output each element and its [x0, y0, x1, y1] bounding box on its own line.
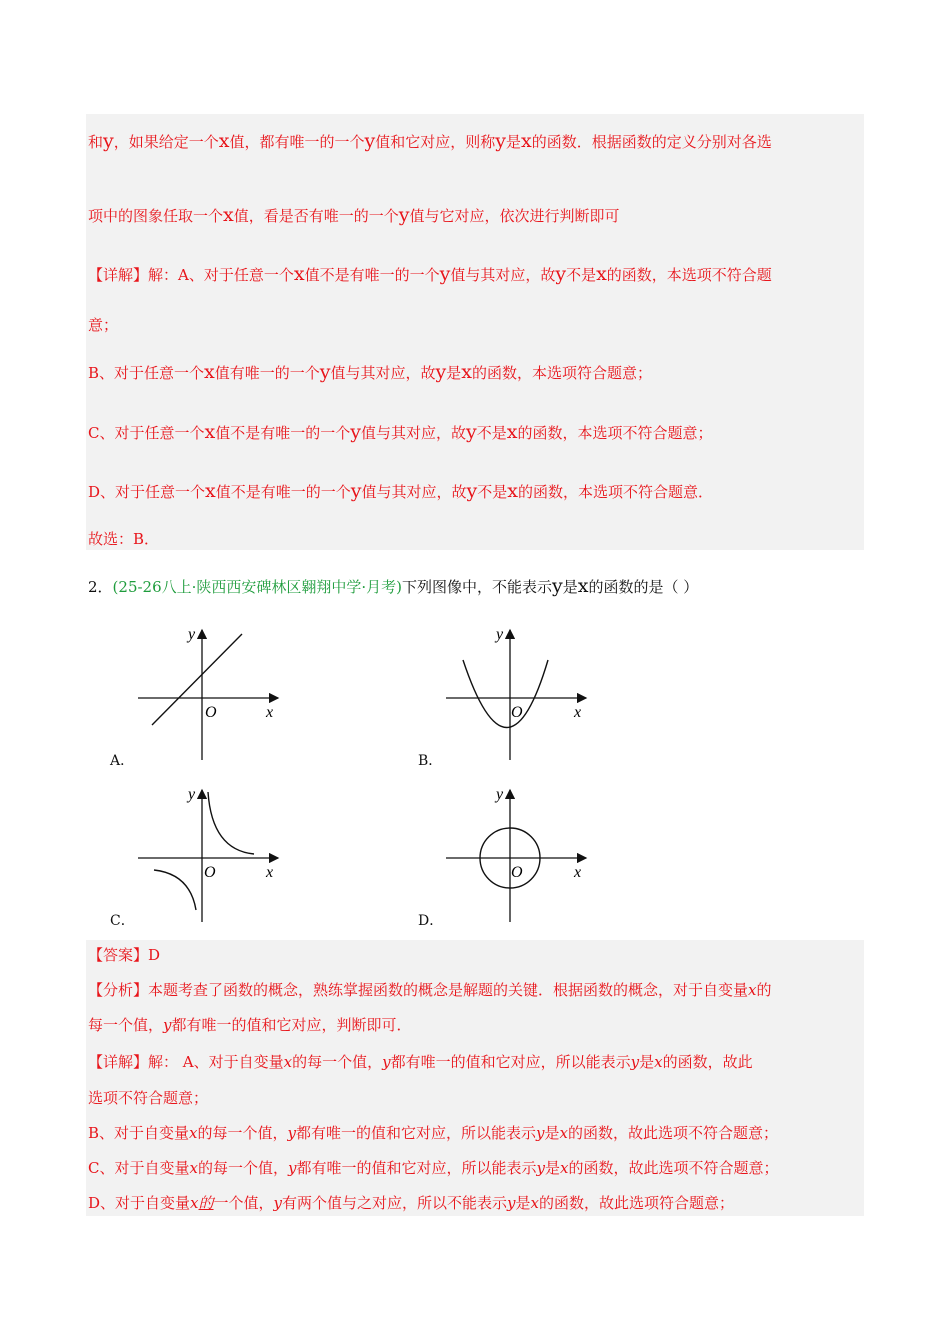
- y-axis-label: y: [496, 786, 504, 803]
- solution1-detail-b: B、对于任意一个x值有唯一的一个y值与其对应，故y是x的函数，本选项符合题意；: [88, 361, 652, 383]
- solution1-line2: 项中的图象任取一个x值，看是否有唯一的一个y值与它对应，依次进行判断即可: [88, 204, 620, 226]
- question-2: 2．(25-26八上·陕西西安碑林区翱翔中学·月考)下列图像中，不能表示y是x的函数的是（ ）: [88, 575, 699, 597]
- detail2-c: C、对于自变量x的每一个值，y都有唯一的值和它对应，所以能表示y是x的函数，故此选项不符合题意；: [88, 1159, 779, 1177]
- x-axis-label: x: [574, 704, 582, 721]
- analysis-line2: 每一个值，y都有唯一的值和它对应，判断即可．: [88, 1016, 412, 1034]
- figure-a[interactable]: [130, 620, 290, 765]
- option-d-label: D．: [418, 913, 444, 929]
- figure-b[interactable]: [438, 620, 598, 765]
- solution1-detail-d: D、对于任意一个x值不是有唯一的一个y值与其对应，故y不是x的函数，本选项不符合题意．: [88, 480, 713, 502]
- origin-label: O: [204, 864, 216, 881]
- detail2-a-cont: 选项不符合题意；: [88, 1089, 209, 1107]
- x-axis-label: x: [266, 864, 274, 881]
- figure-d[interactable]: [438, 782, 598, 927]
- y-axis-label: y: [188, 786, 196, 803]
- detail2-b: B、对于自变量x的每一个值，y都有唯一的值和它对应，所以能表示y是x的函数，故此选项不符合题意；: [88, 1124, 778, 1142]
- option-c-label: C．: [110, 913, 135, 929]
- y-axis-label: y: [188, 626, 196, 643]
- option-a-label: A．: [110, 753, 135, 769]
- origin-label: O: [511, 864, 523, 881]
- hyperbola-branch-2: [154, 870, 196, 910]
- solution1-choice: 故选：B．: [88, 530, 160, 548]
- origin-label: O: [205, 704, 217, 721]
- analysis-line1: 【分析】本题考查了函数的概念，熟练掌握函数的概念是解题的关键．根据函数的概念，对于自变量x的: [88, 981, 772, 999]
- solution1-line1: 和y，如果给定一个x值，都有唯一的一个y值和它对应，则称y是x的函数．根据函数的定义分别对各选: [88, 130, 772, 152]
- y-axis-label: y: [496, 626, 504, 643]
- question-number: 2．: [88, 578, 113, 596]
- figure-c[interactable]: [130, 782, 290, 927]
- detail2-a: 【详解】解： A、对于自变量x的每一个值，y都有唯一的值和它对应，所以能表示y是x的函数，故此: [88, 1053, 753, 1071]
- solution1-detail-c: C、对于任意一个x值不是有唯一的一个y值与其对应，故y不是x的函数，本选项不符合题意；: [88, 421, 713, 443]
- parabola-graph: [463, 660, 548, 728]
- line-graph: [152, 634, 242, 725]
- hyperbola-branch-1: [208, 792, 254, 854]
- x-axis-label: x: [266, 704, 274, 721]
- solution1-detail-a-cont: 意；: [88, 316, 119, 334]
- option-b-label: B．: [418, 753, 443, 769]
- solution1-detail-a: 【详解】解：A、对于任意一个x值不是有唯一的一个y值与其对应，故y不是x的函数，本选项不符合题: [88, 263, 772, 285]
- answer-line: 【答案】D: [88, 946, 161, 964]
- question-source: (25-26八上·陕西西安碑林区翱翔中学·月考): [112, 578, 403, 596]
- detail2-d: D、对于自变量x的一个值，y有两个值与之对应，所以不能表示y是x的函数，故此选项符合题意；: [88, 1194, 735, 1212]
- origin-label: O: [511, 704, 523, 721]
- x-axis-label: x: [574, 864, 582, 881]
